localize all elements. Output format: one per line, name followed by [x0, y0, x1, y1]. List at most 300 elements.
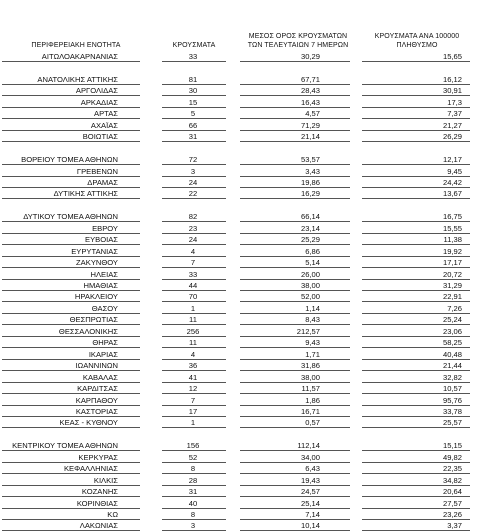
row-rule: [2, 267, 140, 268]
row-rule: [240, 187, 350, 188]
region-cell: ΔΥΤΙΚΗΣ ΑΤΤΙΚΗΣ: [53, 189, 118, 198]
row-rule: [362, 233, 470, 234]
row-rule: [2, 221, 140, 222]
region-cell: ΚΕΦΑΛΛΗΝΙΑΣ: [63, 464, 118, 473]
cases-cell: 7: [190, 258, 196, 267]
region-cell: ΛΑΚΩΝΙΑΣ: [79, 521, 118, 530]
row-rule: [162, 279, 226, 280]
row-rule: [162, 118, 226, 119]
row-rule: [2, 519, 140, 520]
per-100k-cell: 24,42: [442, 178, 462, 187]
region-cell: ΚΑΒΑΛΑΣ: [82, 373, 118, 382]
cases-cell: 40: [188, 499, 198, 508]
row-rule: [362, 279, 470, 280]
per-100k-cell: 25,24: [442, 315, 462, 324]
row-rule: [162, 141, 226, 142]
row-rule: [240, 267, 350, 268]
row-rule: [362, 496, 470, 497]
header-cases-per-100k-line2: ΠΛΗΘΥΣΜΟ: [396, 42, 438, 49]
cases-cell: 11: [189, 315, 197, 324]
per-100k-cell: 58,25: [442, 338, 462, 347]
region-cell: ΒΟΙΩΤΙΑΣ: [82, 132, 118, 141]
row-rule: [2, 84, 140, 85]
cases-cell: 82: [188, 212, 198, 221]
row-rule: [240, 141, 350, 142]
per-100k-cell: 15,55: [442, 224, 462, 233]
row-rule: [162, 347, 226, 348]
row-rule: [240, 176, 350, 177]
avg-7day-cell: 38,00: [300, 373, 320, 382]
row-rule: [240, 336, 350, 337]
header-7day-average: [246, 32, 350, 50]
row-rule: [2, 313, 140, 314]
row-rule: [362, 462, 470, 463]
per-100k-cell: 20,72: [442, 270, 462, 279]
avg-7day-cell: 0,57: [305, 418, 320, 427]
per-100k-cell: 49,82: [442, 453, 462, 462]
row-rule: [162, 95, 226, 96]
cases-cell: 66: [188, 121, 198, 130]
row-rule: [162, 416, 226, 417]
region-cell: ΚΑΡΠΑΘΟΥ: [75, 396, 118, 405]
avg-7day-cell: 8,43: [305, 315, 320, 324]
row-rule: [162, 198, 226, 199]
row-rule: [2, 382, 140, 383]
row-rule: [162, 393, 226, 394]
per-100k-cell: 23,06: [442, 327, 462, 336]
row-rule: [2, 416, 140, 417]
avg-7day-cell: 30,29: [300, 52, 320, 61]
row-rule: [162, 519, 226, 520]
per-100k-cell: 16,12: [442, 75, 462, 84]
avg-7day-cell: 6,43: [305, 464, 320, 473]
row-rule: [240, 244, 350, 245]
row-rule: [362, 416, 470, 417]
row-rule: [362, 313, 470, 314]
avg-7day-cell: 21,14: [300, 132, 320, 141]
row-rule: [2, 198, 140, 199]
row-rule: [162, 370, 226, 371]
row-rule: [362, 427, 470, 428]
per-100k-cell: 34,82: [442, 476, 462, 485]
row-rule: [162, 508, 226, 509]
row-rule: [2, 450, 140, 451]
header-cases-per-100k: [368, 32, 466, 50]
row-rule: [240, 473, 350, 474]
per-100k-cell: 7,26: [447, 304, 462, 313]
row-rule: [240, 359, 350, 360]
region-cell: ΘΕΣΠΡΩΤΙΑΣ: [69, 315, 118, 324]
per-100k-cell: 95,76: [442, 396, 462, 405]
row-rule: [2, 290, 140, 291]
avg-7day-cell: 31,86: [300, 361, 320, 370]
region-cell: ΕΥΒΟΙΑΣ: [85, 235, 118, 244]
row-rule: [240, 198, 350, 199]
row-rule: [162, 496, 226, 497]
header-7day-average-line2: ΤΩΝ ΤΕΛΕΥΤΑΙΩΝ 7 ΗΜΕΡΩΝ: [247, 42, 349, 49]
row-rule: [362, 130, 470, 131]
row-rule: [362, 95, 470, 96]
per-100k-cell: 7,37: [447, 109, 462, 118]
row-rule: [2, 393, 140, 394]
row-rule: [162, 290, 226, 291]
cases-cell: 24: [188, 178, 198, 187]
region-cell: ΙΚΑΡΙΑΣ: [88, 350, 118, 359]
row-rule: [2, 130, 140, 131]
per-100k-cell: 21,44: [442, 361, 462, 370]
row-rule: [240, 519, 350, 520]
region-cell: ΚΑΡΔΙΤΣΑΣ: [77, 384, 118, 393]
row-rule: [362, 485, 470, 486]
row-rule: [2, 95, 140, 96]
row-rule: [362, 256, 470, 257]
row-rule: [362, 164, 470, 165]
row-rule: [362, 324, 470, 325]
cases-cell: 31: [188, 487, 198, 496]
per-100k-cell: 13,67: [442, 189, 462, 198]
row-rule: [240, 416, 350, 417]
row-rule: [162, 405, 226, 406]
row-rule: [240, 485, 350, 486]
per-100k-cell: 26,29: [442, 132, 462, 141]
avg-7day-cell: 67,71: [300, 75, 320, 84]
avg-7day-cell: 9,43: [305, 338, 320, 347]
avg-7day-cell: 16,29: [300, 189, 320, 198]
row-rule: [240, 95, 350, 96]
row-rule: [162, 336, 226, 337]
per-100k-cell: 3,37: [447, 521, 462, 530]
region-cell: ΔΡΑΜΑΣ: [87, 178, 118, 187]
cases-cell: 3: [190, 521, 196, 530]
row-rule: [2, 279, 140, 280]
row-rule: [362, 61, 470, 62]
per-100k-cell: 22,91: [442, 292, 462, 301]
cases-cell: 24: [188, 235, 198, 244]
row-rule: [362, 393, 470, 394]
region-cell: ΚΕΑΣ - ΚΥΘΝΟΥ: [59, 418, 118, 427]
per-100k-cell: 17,3: [447, 98, 462, 107]
row-rule: [162, 301, 226, 302]
region-cell: ΙΩΑΝΝΙΝΩΝ: [75, 361, 118, 370]
avg-7day-cell: 25,14: [300, 499, 320, 508]
region-cell: ΚΙΛΚΙΣ: [93, 476, 118, 485]
cases-cell: 81: [188, 75, 198, 84]
row-rule: [362, 290, 470, 291]
row-rule: [240, 221, 350, 222]
cases-cell: 36: [188, 361, 198, 370]
avg-7day-cell: 24,57: [300, 487, 320, 496]
cases-cell: 41: [188, 373, 198, 382]
row-rule: [162, 61, 226, 62]
avg-7day-cell: 212,57: [296, 327, 320, 336]
avg-7day-cell: 25,29: [300, 235, 320, 244]
region-cell: ΚΟΡΙΝΘΙΑΣ: [76, 499, 118, 508]
row-rule: [240, 462, 350, 463]
region-cell: ΘΕΣΣΑΛΟΝΙΚΗΣ: [58, 327, 118, 336]
row-rule: [240, 393, 350, 394]
cases-cell: 256: [186, 327, 200, 336]
per-100k-cell: 21,27: [442, 121, 462, 130]
row-rule: [240, 107, 350, 108]
avg-7day-cell: 3,43: [305, 167, 320, 176]
row-rule: [240, 450, 350, 451]
region-cell: ΚΑΣΤΟΡΙΑΣ: [75, 407, 118, 416]
row-rule: [162, 359, 226, 360]
region-cell: ΗΛΕΙΑΣ: [90, 270, 118, 279]
row-rule: [240, 427, 350, 428]
region-cell: ΘΑΣΟΥ: [91, 304, 118, 313]
avg-7day-cell: 10,14: [300, 521, 320, 530]
per-100k-cell: 23,26: [442, 510, 462, 519]
cases-cell: 52: [188, 453, 198, 462]
cases-cell: 17: [188, 407, 198, 416]
row-rule: [162, 256, 226, 257]
row-rule: [240, 382, 350, 383]
row-rule: [240, 130, 350, 131]
row-rule: [162, 313, 226, 314]
avg-7day-cell: 11,57: [301, 384, 320, 393]
cases-cell: 1: [190, 418, 196, 427]
row-rule: [162, 221, 226, 222]
avg-7day-cell: 53,57: [300, 155, 320, 164]
avg-7day-cell: 4,57: [305, 109, 320, 118]
row-rule: [240, 496, 350, 497]
row-rule: [240, 290, 350, 291]
row-rule: [2, 370, 140, 371]
row-rule: [2, 473, 140, 474]
region-cell: ΚΩ: [107, 510, 118, 519]
row-rule: [240, 118, 350, 119]
row-rule: [2, 61, 140, 62]
cases-cell: 11: [189, 338, 197, 347]
row-rule: [162, 324, 226, 325]
per-100k-cell: 15,15: [442, 441, 462, 450]
per-100k-cell: 22,35: [442, 464, 462, 473]
cases-cell: 33: [188, 270, 198, 279]
row-rule: [362, 176, 470, 177]
per-100k-cell: 15,65: [442, 52, 462, 61]
cases-cell: 23: [188, 224, 198, 233]
row-rule: [362, 370, 470, 371]
region-cell: ΑΡΚΑΔΙΑΣ: [80, 98, 118, 107]
row-rule: [362, 187, 470, 188]
row-rule: [2, 508, 140, 509]
per-100k-cell: 27,57: [442, 499, 462, 508]
per-100k-cell: 30,91: [442, 86, 462, 95]
row-rule: [2, 118, 140, 119]
row-rule: [240, 233, 350, 234]
header-7day-average-line1: ΜΕΣΟΣ ΟΡΟΣ ΚΡΟΥΣΜΑΤΩΝ: [248, 33, 348, 40]
region-cell: ΑΡΓΟΛΙΔΑΣ: [75, 86, 118, 95]
cases-cell: 5: [190, 109, 196, 118]
row-rule: [162, 164, 226, 165]
cases-cell: 4: [190, 247, 196, 256]
cases-cell: 30: [188, 86, 198, 95]
region-cell: ΗΡΑΚΛΕΙΟΥ: [74, 292, 118, 301]
row-rule: [2, 164, 140, 165]
row-rule: [2, 485, 140, 486]
per-100k-cell: 12,17: [442, 155, 462, 164]
row-rule: [2, 233, 140, 234]
row-rule: [2, 244, 140, 245]
cases-cell: 33: [188, 52, 198, 61]
row-rule: [162, 485, 226, 486]
row-rule: [162, 450, 226, 451]
row-rule: [362, 141, 470, 142]
region-cell: ΚΕΝΤΡΙΚΟΥ ΤΟΜΕΑ ΑΘΗΝΩΝ: [12, 441, 118, 450]
cases-cell: 70: [188, 292, 198, 301]
row-rule: [2, 347, 140, 348]
row-rule: [2, 405, 140, 406]
row-rule: [362, 267, 470, 268]
avg-7day-cell: 66,14: [300, 212, 320, 221]
cases-cell: 3: [190, 167, 196, 176]
cases-cell: 1: [190, 304, 196, 313]
row-rule: [162, 130, 226, 131]
row-rule: [2, 462, 140, 463]
per-100k-cell: 33,78: [442, 407, 462, 416]
row-rule: [2, 256, 140, 257]
row-rule: [362, 221, 470, 222]
avg-7day-cell: 6,86: [305, 247, 320, 256]
cases-cell: 12: [188, 384, 198, 393]
region-cell: ΔΥΤΙΚΟΥ ΤΟΜΕΑ ΑΘΗΝΩΝ: [23, 212, 118, 221]
cases-cell: 7: [190, 396, 196, 405]
row-rule: [362, 347, 470, 348]
per-100k-cell: 10,57: [442, 384, 462, 393]
region-cell: ΕΥΡΥΤΑΝΙΑΣ: [71, 247, 118, 256]
avg-7day-cell: 26,00: [300, 270, 320, 279]
region-cell: ΑΧΑΪΑΣ: [90, 121, 118, 130]
per-100k-cell: 16,75: [442, 212, 462, 221]
cases-cell: 72: [188, 155, 198, 164]
avg-7day-cell: 16,71: [300, 407, 320, 416]
header-region: ΠΕΡΙΦΕΡΕΙΑΚΗ ΕΝΟΤΗΤΑ: [31, 42, 121, 49]
avg-7day-cell: 52,00: [300, 292, 320, 301]
region-cell: ΑΡΤΑΣ: [94, 109, 118, 118]
region-cell: ΘΗΡΑΣ: [92, 338, 118, 347]
header-cases: ΚΡΟΥΣΜΑΤΑ: [172, 42, 216, 49]
avg-7day-cell: 23,14: [300, 224, 320, 233]
row-rule: [362, 359, 470, 360]
row-rule: [162, 427, 226, 428]
region-cell: ΚΕΡΚΥΡΑΣ: [78, 453, 118, 462]
row-rule: [2, 496, 140, 497]
avg-7day-cell: 1,14: [305, 304, 320, 313]
row-rule: [362, 118, 470, 119]
avg-7day-cell: 5,14: [305, 258, 320, 267]
row-rule: [240, 256, 350, 257]
row-rule: [362, 301, 470, 302]
row-rule: [362, 107, 470, 108]
per-100k-cell: 11,38: [443, 235, 462, 244]
row-rule: [362, 198, 470, 199]
row-rule: [362, 519, 470, 520]
avg-7day-cell: 16,43: [300, 98, 320, 107]
row-rule: [240, 324, 350, 325]
row-rule: [240, 279, 350, 280]
per-100k-cell: 17,17: [442, 258, 462, 267]
row-rule: [240, 301, 350, 302]
cases-cell: 8: [190, 510, 196, 519]
header-cases-per-100k-line1: ΚΡΟΥΣΜΑΤΑ ΑΝΑ 100000: [374, 33, 460, 40]
row-rule: [362, 473, 470, 474]
row-rule: [362, 336, 470, 337]
row-rule: [162, 462, 226, 463]
avg-7day-cell: 28,43: [300, 86, 320, 95]
row-rule: [240, 313, 350, 314]
row-rule: [162, 473, 226, 474]
row-rule: [162, 187, 226, 188]
avg-7day-cell: 34,00: [300, 453, 320, 462]
avg-7day-cell: 1,86: [305, 396, 320, 405]
region-cell: ΑΙΤΩΛΟΑΚΑΡΝΑΝΙΑΣ: [41, 52, 118, 61]
row-rule: [162, 244, 226, 245]
row-rule: [362, 450, 470, 451]
row-rule: [2, 301, 140, 302]
per-100k-cell: 32,82: [442, 373, 462, 382]
per-100k-cell: 25,57: [442, 418, 462, 427]
avg-7day-cell: 19,43: [300, 476, 320, 485]
cases-cell: 44: [188, 281, 198, 290]
row-rule: [2, 427, 140, 428]
row-rule: [240, 508, 350, 509]
cases-cell: 22: [188, 189, 198, 198]
row-rule: [2, 324, 140, 325]
row-rule: [240, 61, 350, 62]
per-100k-cell: 40,48: [442, 350, 462, 359]
region-cell: ΕΒΡΟΥ: [92, 224, 118, 233]
row-rule: [362, 405, 470, 406]
row-rule: [162, 107, 226, 108]
region-cell: ΗΜΑΘΙΑΣ: [83, 281, 118, 290]
per-100k-cell: 20,64: [442, 487, 462, 496]
row-rule: [240, 84, 350, 85]
row-rule: [2, 336, 140, 337]
row-rule: [362, 84, 470, 85]
row-rule: [362, 508, 470, 509]
avg-7day-cell: 112,14: [297, 441, 320, 450]
row-rule: [2, 359, 140, 360]
row-rule: [162, 84, 226, 85]
avg-7day-cell: 7,14: [305, 510, 320, 519]
per-100k-cell: 31,29: [442, 281, 462, 290]
region-cell: ΒΟΡΕΙΟΥ ΤΟΜΕΑ ΑΘΗΝΩΝ: [21, 155, 118, 164]
cases-cell: 31: [188, 132, 198, 141]
per-100k-cell: 19,92: [442, 247, 462, 256]
row-rule: [240, 347, 350, 348]
cases-cell: 15: [188, 98, 198, 107]
cases-cell: 28: [188, 476, 198, 485]
row-rule: [2, 107, 140, 108]
row-rule: [162, 233, 226, 234]
cases-cell: 156: [186, 441, 200, 450]
per-100k-cell: 9,45: [447, 167, 462, 176]
row-rule: [162, 382, 226, 383]
avg-7day-cell: 71,29: [300, 121, 320, 130]
row-rule: [2, 176, 140, 177]
region-cell: ΖΑΚΥΝΘΟΥ: [76, 258, 118, 267]
avg-7day-cell: 19,86: [300, 178, 320, 187]
row-rule: [162, 176, 226, 177]
cases-cell: 8: [190, 464, 196, 473]
row-rule: [240, 164, 350, 165]
row-rule: [2, 187, 140, 188]
avg-7day-cell: 38,00: [300, 281, 320, 290]
row-rule: [240, 405, 350, 406]
row-rule: [2, 141, 140, 142]
region-cell: ΓΡΕΒΕΝΩΝ: [76, 167, 118, 176]
